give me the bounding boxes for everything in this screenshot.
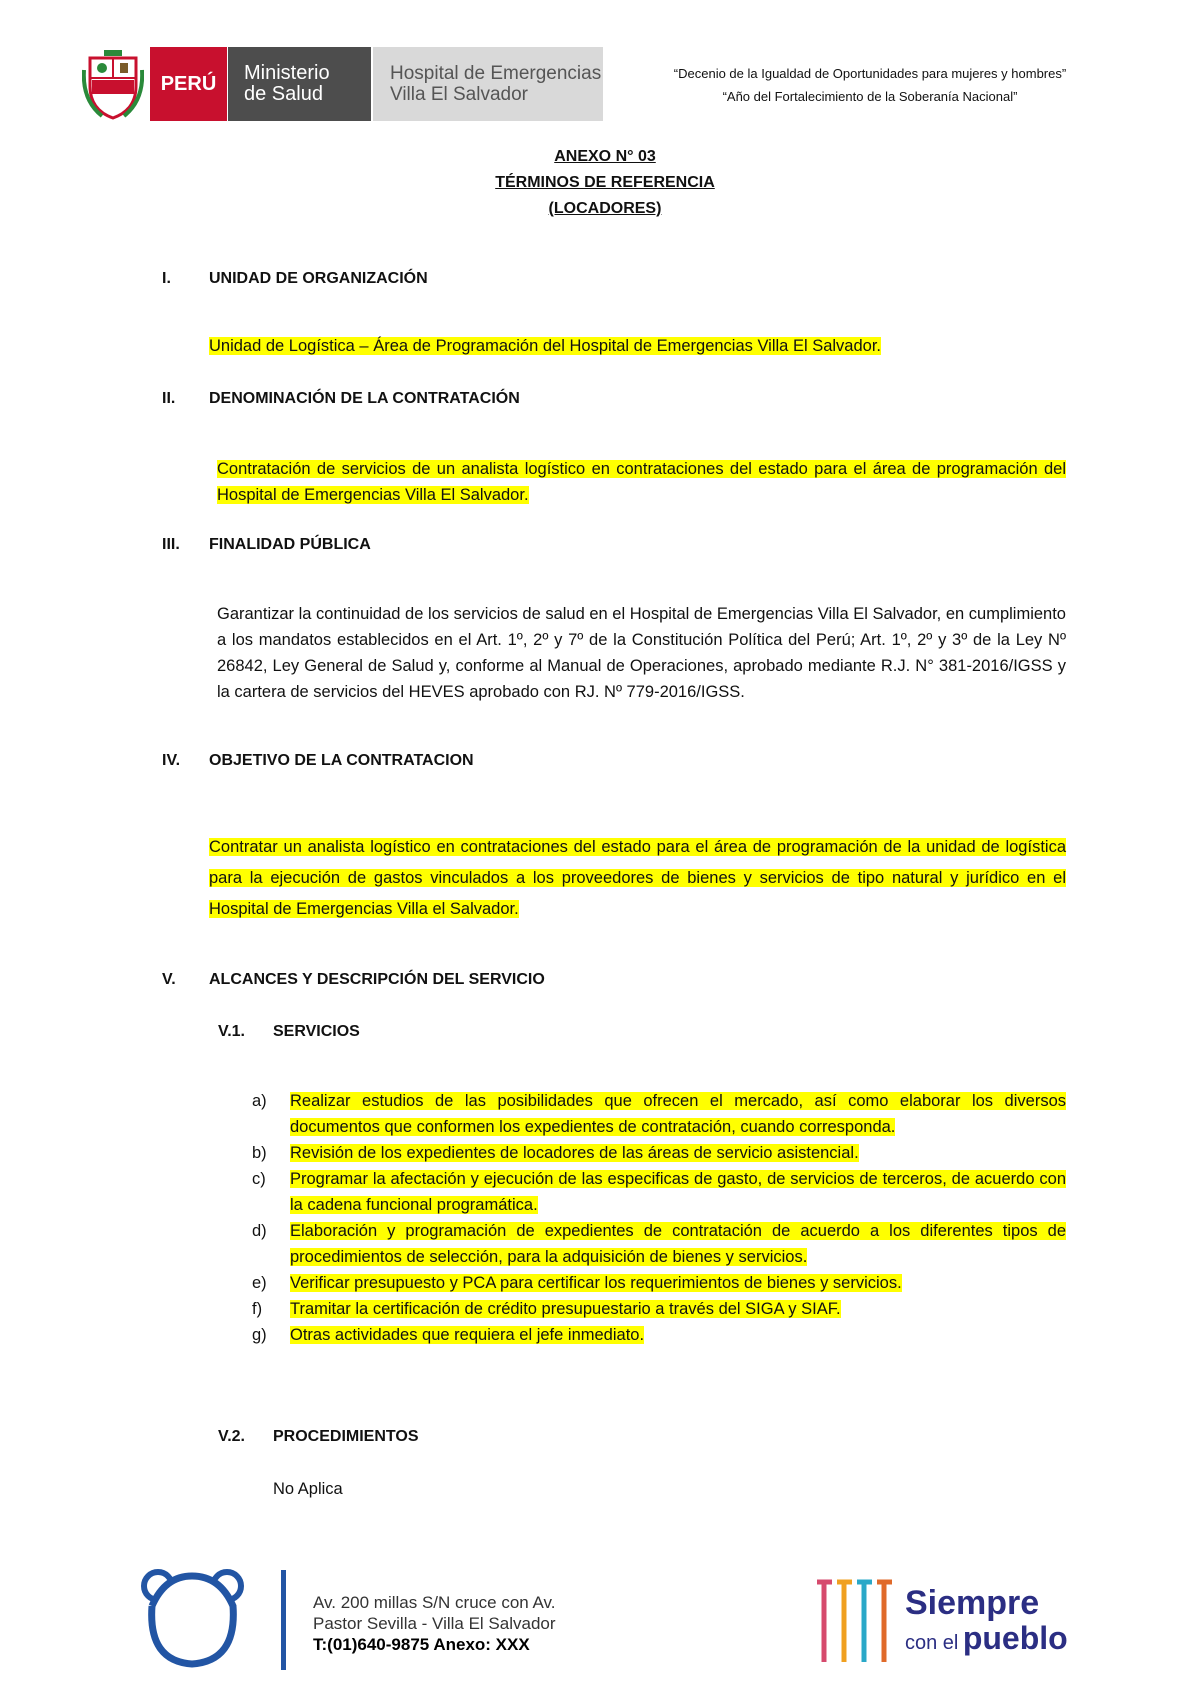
section-4-title: OBJETIVO DE LA CONTRATACION [209,752,474,769]
list-item: d) Elaboración y programación de expedientes de contratación de acuerdo a los diferentes tipos de procedimientos de selección, para la adquisición de bienes y servicios. [252,1222,1066,1266]
section-5-number: V. [162,971,176,988]
footer-divider [281,1570,286,1670]
footer-address: Av. 200 millas S/N cruce con Av. Pastor Sevilla - Villa El Salvador T:(01)640-9875 Anexo: XXX [313,1593,556,1654]
motto-line-1: “Decenio de la Igualdad de Oportunidades para mujeres y hombres” [673,66,1067,81]
subsection-2-title: PROCEDIMIENTOS [273,1428,419,1445]
subsection-1-title: SERVICIOS [273,1023,360,1040]
list-item: g) Otras actividades que requiera el jefe inmediato. [252,1326,645,1344]
ministerio-logo: Ministerio de Salud [228,47,371,121]
peru-coat-of-arms-icon [82,50,144,120]
section-2-title: DENOMINACIÓN DE LA CONTRATACIÓN [209,390,520,407]
list-item: b) Revisión de los expedientes de locadores de las áreas de servicio asistencial. [252,1144,859,1162]
subsection-2-text: No Aplica [273,1480,343,1498]
siempre-con-el-pueblo-logo: Siempre con el pueblo [905,1584,1068,1656]
section-5-title: ALCANCES Y DESCRIPCIÓN DEL SERVICIO [209,971,545,988]
services-list [252,1088,1066,1348]
motto-line-2: “Año del Fortalecimiento de la Soberanía Nacional” [722,89,1018,104]
section-1-title: UNIDAD DE ORGANIZACIÓN [209,270,428,287]
list-item: f) Tramitar la certificación de crédito presupuestario a través del SIGA y SIAF. [252,1300,841,1318]
doc-subtitle: (LOCADORES) [548,200,662,217]
section-3-text: Garantizar la continuidad de los servicios de salud en el Hospital de Emergencias Villa El Salvador, en cumplimiento a los mandatos establecidos en el Art. 1º, 2º y 7º de la Constitución Política del Perú; Art. 1º, 2º y 3º de la Ley Nº 26842, Ley General de Salud y, conforme al Manual de Operaciones, aprobado mediante R.J. N° 381-2016/IGSS y la cartera de servicios del HEVES aprobado con RJ. Nº 779-2016/IGSS. [217,605,1066,701]
list-item: a) Realizar estudios de las posibilidades que ofrecen el mercado, así como elaborar los diversos documentos que conformen los expedientes de contratación, cuando corresponda. [252,1092,1066,1136]
annex-title: ANEXO N° 03 [554,148,656,165]
section-1-text: Unidad de Logística – Área de Programación del Hospital de Emergencias Villa El Salvador. [209,337,881,355]
section-2-text: Contratación de servicios de un analista logístico en contrataciones del estado para el área de programación del Hospital de Emergencias Villa El Salvador. [217,460,1066,504]
doc-title: TÉRMINOS DE REFERENCIA [495,174,715,191]
bear-logo-icon [140,1566,245,1671]
subsection-1-number: V.1. [218,1023,245,1040]
section-3-title: FINALIDAD PÚBLICA [209,536,371,553]
section-1-number: I. [162,270,171,287]
list-item: c) Programar la afectación y ejecución de las especificas de gasto, de servicios de terceros, de acuerdo con la cadena funcional programática. [252,1170,1066,1214]
section-4-text: Contratar un analista logístico en contrataciones del estado para el área de programación de la unidad de logística para la ejecución de gastos vinculados a los proveedores de bienes y servicios de tipo natural y jurídico en el Hospital de Emergencias Villa el Salvador. [209,838,1066,918]
hospital-logo: Hospital de Emergencias Villa El Salvador [373,47,603,121]
peru-logo: PERÚ [150,47,227,121]
section-3-number: III. [162,536,180,553]
section-4-number: IV. [162,752,181,769]
siempre-figures-icon [812,1577,902,1667]
subsection-2-number: V.2. [218,1428,245,1445]
section-2-number: II. [162,390,176,407]
list-item: e) Verificar presupuesto y PCA para certificar los requerimientos de bienes y servicios. [252,1274,902,1292]
